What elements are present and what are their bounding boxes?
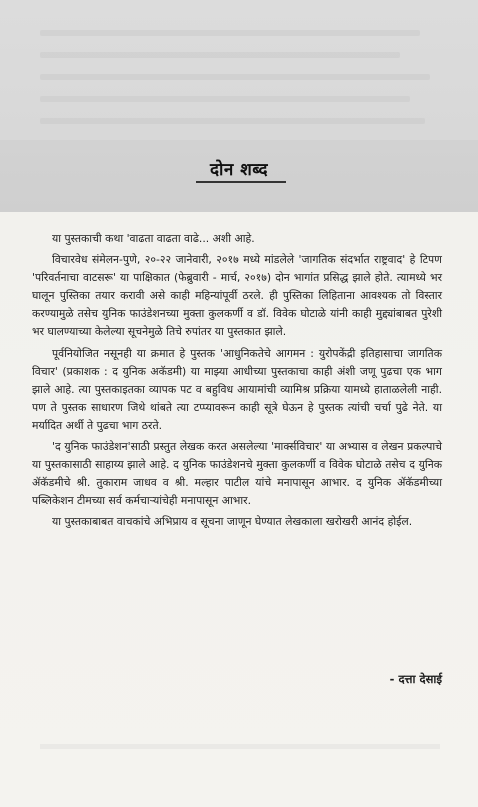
author-signature: - दत्ता देसाई	[389, 672, 442, 686]
bleed-through-line	[40, 118, 425, 124]
paragraph: पूर्वनियोजित नसूनही या क्रमात हे पुस्तक 'आधुनिकतेचे आगमन : युरोपकेंद्री इतिहासाचा जागतिक विचार' (प्रकाशक : द युनिक अकॅडमी) या माझ्या आधीच्या पुस्तकाचा काही अंशी जणू पुढचा एक भाग झाले आहे. त्या पुस्तकाइतका व्यापक पट व बहुविध आयामांची व्यामिश्र प्रक्रिया यामध्ये हाताळलेली नाही. पण ते पुस्तक साधारण जिथे थांबते त्या टप्प्यावरून काही सूत्रे घेऊन हे पुस्तक त्यांची चर्चा पुढे नेते. या मर्यादित अर्थी ते पुढचा भाग ठरते.	[32, 346, 442, 432]
paragraph: 'द युनिक फाउंडेशन'साठी प्रस्तुत लेखक करत असलेल्या 'मार्क्सविचार' या अभ्यास व लेखन प्रकल्पाचे या पुस्तकासाठी साहाय्य झाले आहे. द युनिक फाउंडेशनचे मुक्ता कुलकर्णी व विवेक घोटाळे तसेच द युनिक ॲकॅडमीचे श्री. तुकाराम जाधव व श्री. मल्हार पाटील यांचे मनापासून आभार. द युनिक ॲकॅडमीच्या पब्लिकेशन टीमच्या सर्व कर्मचाऱ्यांचेही मनापासून आभार.	[32, 440, 442, 508]
bleed-through-line	[40, 74, 430, 80]
bleed-through-line	[40, 744, 440, 749]
paragraph: विचारवेध संमेलन-पुणे, २०-२२ जानेवारी, २०१७ मध्ये मांडलेले 'जागतिक संदर्भात राष्ट्रवाद' हे टिपण 'परिवर्तनाचा वाटसरू' या पाक्षिकात (फेब्रुवारी - मार्च, २०१७) दोन भागांत प्रसिद्ध झाले होते. त्यामध्ये भर घालून पुस्तिका तयार करावी असे काही महिन्यांपूर्वी ठरले. ही पुस्तिका लिहिताना आवश्यक तो विस्तार करण्यामुळे तसेच युनिक फाउंडेशनच्या मुक्ता कुलकर्णी व डॉ. विवेक घोटाळे यांनी काही मुद्द्यांबाबत पुरेशी भर घालण्याच्या केलेल्या सूचनेमुळे तिचे रुपांतर या पुस्तकात झाले.	[32, 253, 442, 339]
paragraph: या पुस्तकाबाबत वाचकांचे अभिप्राय व सूचना जाणून घेण्यात लेखकाला खरोखरी आनंद होईल.	[52, 515, 413, 529]
title-underline	[196, 181, 286, 183]
paragraph: या पुस्तकाची कथा 'वाढता वाढता वाढे... अशी आहे.	[52, 232, 255, 245]
bleed-through-line	[40, 30, 420, 36]
page-title: दोन शब्द	[209, 160, 269, 180]
bleed-through-line	[40, 52, 400, 58]
preface-body	[32, 230, 442, 535]
bleed-through-line	[40, 96, 410, 102]
